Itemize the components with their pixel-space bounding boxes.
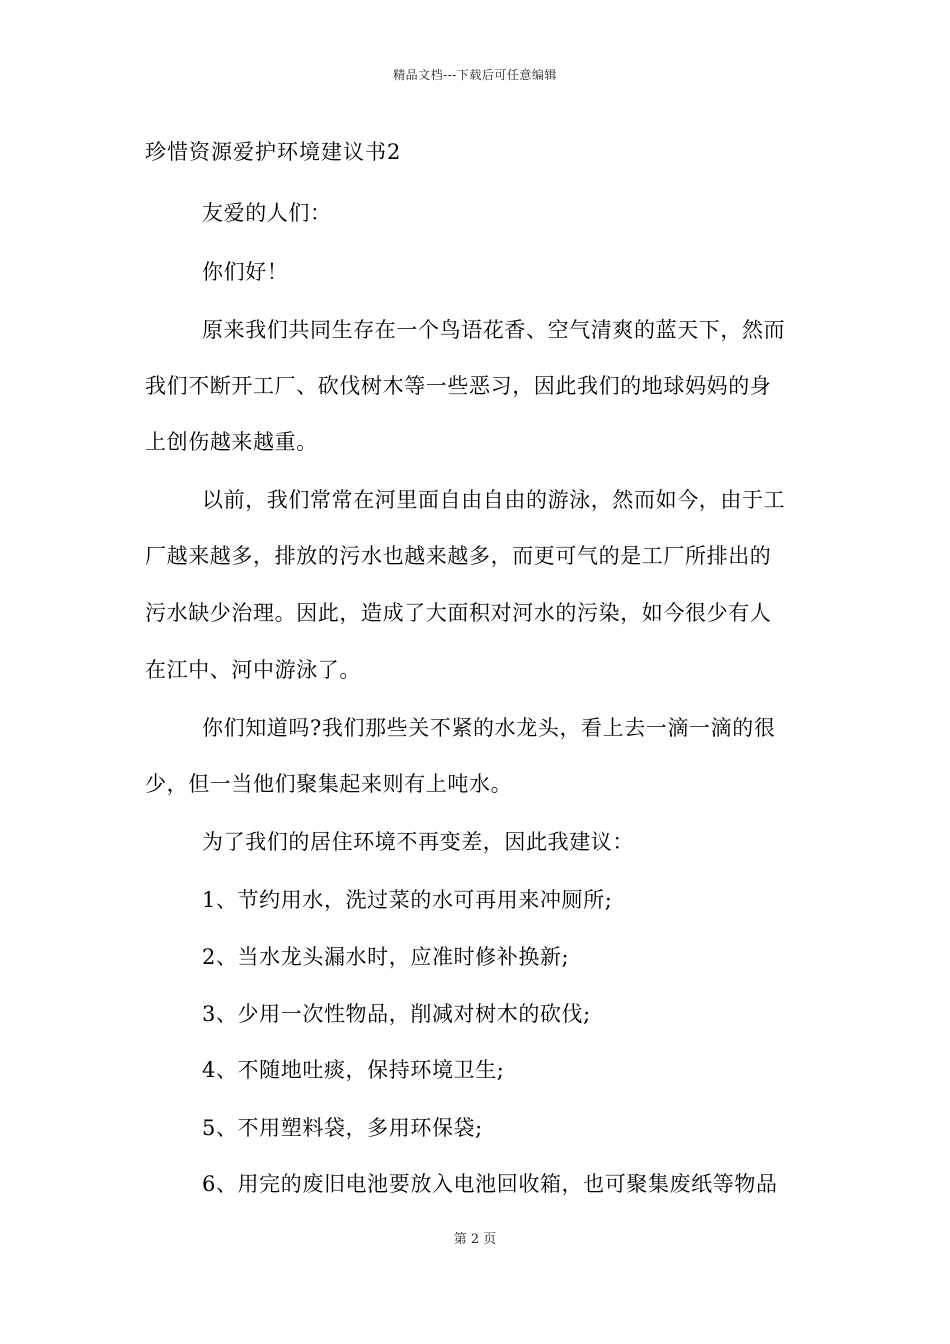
paragraph-3-line-1: 你们知道吗?我们那些关不紧的水龙头，看上去一滴一滴的很 — [202, 716, 776, 740]
proposal-item-6: 6、用完的废旧电池要放入电池回收箱，也可聚集废纸等物品 — [202, 1172, 778, 1196]
proposal-item-1: 1、节约用水，洗过菜的水可再用来冲厕所; — [202, 888, 613, 912]
paragraph-2-line-1: 以前，我们常常在河里面自由自由的游泳，然而如今，由于工 — [202, 488, 786, 512]
salutation-line: 友爱的人们： — [202, 201, 332, 225]
paragraph-1-line-1: 原来我们共同生存在一个鸟语花香、空气清爽的蓝天下，然而 — [202, 318, 786, 342]
document-title: 珍惜资源爱护环境建议书2 — [145, 140, 402, 164]
proposal-item-5: 5、不用塑料袋，多用环保袋; — [202, 1116, 483, 1140]
page-number: 第 2 页 — [453, 1232, 497, 1247]
paragraph-1-line-2: 我们不断开工厂、砍伐树木等一些恶习，因此我们的地球妈妈的身 — [145, 374, 772, 398]
proposal-item-4: 4、不随地吐痰，保持环境卫生; — [202, 1058, 505, 1082]
paragraph-2-line-4: 在江中、河中游泳了。 — [145, 658, 361, 682]
paragraph-3-line-2: 少，但一当他们聚集起来则有上吨水。 — [145, 772, 513, 796]
paragraph-2-line-3: 污水缺少治理。因此，造成了大面积对河水的污染，如今很少有人 — [145, 601, 772, 625]
page-header: 精品文档---下载后可任意编辑 — [393, 68, 557, 82]
proposal-intro-line: 为了我们的居住环境不再变差，因此我建议： — [202, 830, 634, 854]
paragraph-1-line-3: 上创伤越来越重。 — [145, 430, 318, 454]
greeting-line: 你们好！ — [202, 260, 289, 284]
proposal-item-2: 2、当水龙头漏水时，应准时修补换新; — [202, 945, 570, 969]
paragraph-2-line-2: 厂越来越多，排放的污水也越来越多，而更可气的是工厂所排出的 — [145, 544, 772, 568]
proposal-item-3: 3、少用一次性物品，削减对树木的砍伐; — [202, 1002, 591, 1026]
